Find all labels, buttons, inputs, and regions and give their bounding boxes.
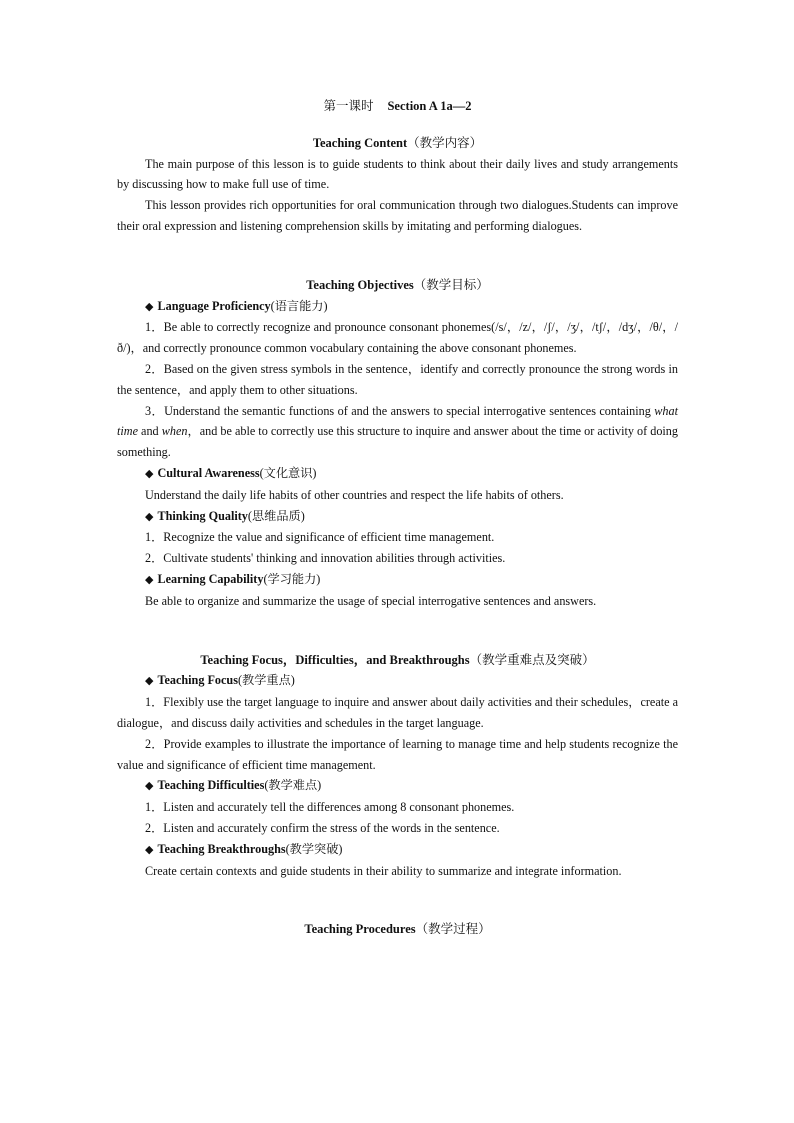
subheading-culture: ◆ Cultural Awareness(文化意识) (145, 465, 317, 480)
subheading-breakthroughs: ◆ Teaching Breakthroughs(教学突破) (145, 841, 343, 856)
section-heading-objectives: Teaching Objectives（教学目标） (306, 277, 489, 292)
breakthroughs-text: Create certain contexts and guide students in their ability to summarize and integrate information. (145, 863, 622, 878)
diamond-bullet-icon: ◆ (145, 467, 154, 480)
lesson-title-en: Section A 1a—2 (387, 99, 472, 113)
difficulties-item-2: 2．Listen and accurately confirm the stress of the words in the sentence. (145, 820, 500, 835)
learning-text: Be able to organize and summarize the usage of special interrogative sentences and answers. (145, 593, 597, 608)
subheading-language: ◆ Language Proficiency(语言能力) (145, 298, 328, 313)
language-item-1: 1．Be able to correctly recognize and pronounce consonant phonemes(/s/，/z/，/ʃ/，/ʒ/，/tʃ/，/dʒ/，/θ/，/ð/)，and correctly pronounce common vocabulary containing the above consonant phonemes. (117, 320, 678, 356)
diamond-bullet-icon: ◆ (145, 780, 154, 793)
difficulties-item-1: 1．Listen and accurately tell the differences among 8 consonant phonemes. (145, 800, 515, 815)
content-paragraph-1: The main purpose of this lesson is to guide students to think about their daily lives and study arrangements by discussing how to make full use of time. (117, 156, 678, 192)
diamond-bullet-icon: ◆ (145, 675, 154, 688)
subheading-difficulties: ◆ Teaching Difficulties(教学难点) (145, 778, 322, 793)
thinking-item-2: 2．Cultivate students' thinking and innovation abilities through activities. (145, 551, 506, 566)
content-paragraph-2: This lesson provides rich opportunities for oral communication through two dialogues.Students can improve their oral expression and listening comprehension skills by imitating and performing dialogues. (117, 198, 678, 233)
language-item-3: 3．Understand the semantic functions of and the answers to special interrogative sentences containing what time and when，and be able to correctly use this structure to inquire and answer about the time or activity of doing something. (117, 403, 678, 460)
diamond-bullet-icon: ◆ (145, 300, 154, 313)
section-heading-procedures: Teaching Procedures（教学过程） (304, 922, 491, 937)
language-item-2: 2．Based on the given stress symbols in the sentence，identify and correctly pronounce the strong words in the sentence，and apply them to other situations. (117, 361, 678, 397)
document-page (117, 96, 678, 940)
lesson-title-cn: 第一课时 (323, 99, 374, 113)
focus-item-1: 1．Flexibly use the target language to inquire and answer about daily activities and their schedules，create a dialogue，and discuss daily activities and schedules in the target language. (117, 695, 678, 730)
subheading-thinking: ◆ Thinking Quality(思维品质) (145, 508, 305, 523)
diamond-bullet-icon: ◆ (145, 510, 154, 523)
section-heading-content: Teaching Content（教学内容） (312, 135, 483, 150)
thinking-item-1: 1．Recognize the value and significance of efficient time management. (145, 530, 495, 545)
culture-text: Understand the daily life habits of other countries and respect the life habits of others. (145, 487, 564, 502)
diamond-bullet-icon: ◆ (145, 573, 154, 586)
subheading-teaching-focus: ◆ Teaching Focus(教学重点) (145, 673, 295, 688)
subheading-learning: ◆ Learning Capability(学习能力) (145, 571, 321, 586)
focus-item-2: 2．Provide examples to illustrate the importance of learning to manage time and help students recognize the value and significance of efficient time management. (117, 736, 678, 772)
lesson-title (117, 96, 678, 117)
diamond-bullet-icon: ◆ (145, 843, 154, 856)
section-heading-focus: Teaching Focus，Difficulties，and Breakthroughs（教学重难点及突破） (200, 652, 595, 667)
